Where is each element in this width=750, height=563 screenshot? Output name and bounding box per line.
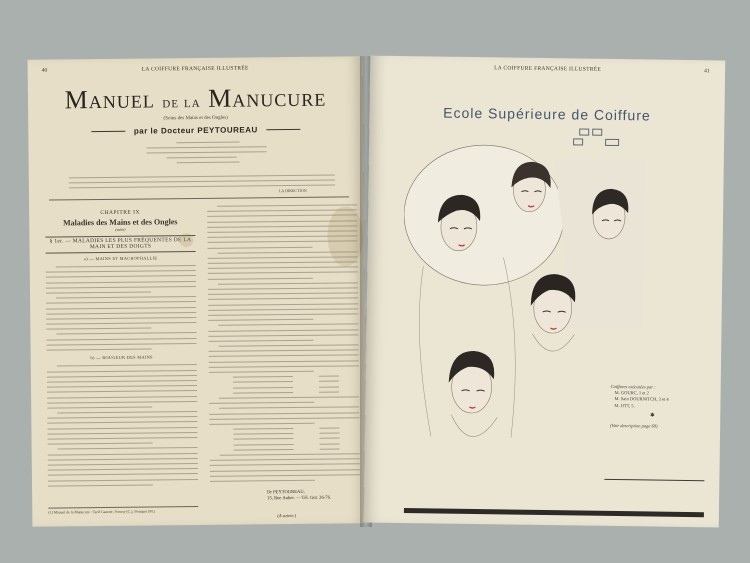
- plate-title: Ecole Supérieure de Coiffure: [443, 104, 651, 124]
- credit-item: M. JITT, 5.: [614, 402, 635, 408]
- left-running-head: LA COIFFURE FRANÇAISE ILLUSTRÉE: [141, 65, 249, 73]
- chapter-title: Maladies des Mains et des Ongles: [62, 217, 178, 228]
- monogram-mark: ✱: [650, 413, 655, 419]
- magazine-spread: [30, 58, 722, 525]
- right-page: [364, 56, 725, 528]
- author-credentials: [146, 139, 266, 165]
- section-heading: § 1er. — MALADIES LES PLUS FRÉQUENTES DE LA MAIN ET DES DOIGTS: [45, 235, 195, 253]
- signoff-address: 15, Rue Auber. — Tél. Gut. 26-76.: [267, 494, 332, 501]
- byline-rule-left: [91, 131, 125, 132]
- title-word-2: de la: [162, 93, 201, 112]
- credits-heading: Coiffures exécutées par :: [610, 383, 656, 390]
- left-page: [28, 56, 368, 526]
- subsection-heading-b: b) — ROUGEUR DES MAINS: [90, 354, 153, 361]
- title-word-3: Manucure: [207, 82, 327, 113]
- signoff-name: Dr PEYTOUREAU,: [267, 488, 305, 495]
- article-title: [28, 82, 363, 116]
- credits-box: [610, 384, 709, 431]
- bottom-bar: [404, 508, 704, 517]
- hairstyle-illustration: [400, 136, 645, 479]
- paper-stain: [327, 206, 364, 266]
- article-byline: [28, 124, 363, 137]
- credits-rule: [604, 479, 704, 481]
- face-4: [530, 274, 575, 352]
- right-page-number: 41: [704, 68, 710, 75]
- paper-stain: [179, 233, 193, 247]
- notice-signature: LA DIRECTION: [278, 187, 307, 194]
- divider: [49, 196, 349, 200]
- to-be-continued: (A suivre.): [277, 512, 297, 519]
- title-word-1: Manuel: [64, 84, 155, 115]
- description-reference: (Voir description page 69): [610, 422, 658, 429]
- chapter-number: CHAPITRE IX: [100, 209, 140, 217]
- credit-item: M. GOURC, 1 et 2: [614, 390, 649, 396]
- chapter-suite: (suite): [115, 226, 126, 233]
- byline-text: par le Docteur PEYTOUREAU: [133, 125, 258, 136]
- article-subtitle: (Soins des Mains et des Ongles): [163, 115, 228, 122]
- subsection-heading-a: a) — MAINS ET MACROPHALLIE: [83, 255, 158, 261]
- author-signoff: [267, 489, 331, 502]
- footnote: (1) Manuel de la Manucure : Tarif Gazette, Poensy (C.), Bouquet (M.): [48, 506, 198, 515]
- right-running-head: LA COIFFURE FRANÇAISE ILLUSTRÉE: [494, 65, 602, 73]
- credits-list: [610, 390, 708, 410]
- hairstyle-drawing: [400, 136, 645, 479]
- credit-item: M. Sain DOURNITCH, 3 et 4: [614, 396, 669, 403]
- column-left: [45, 204, 198, 488]
- byline-rule-right: [267, 129, 301, 130]
- left-page-number: 40: [41, 67, 48, 74]
- face-5: [448, 351, 498, 437]
